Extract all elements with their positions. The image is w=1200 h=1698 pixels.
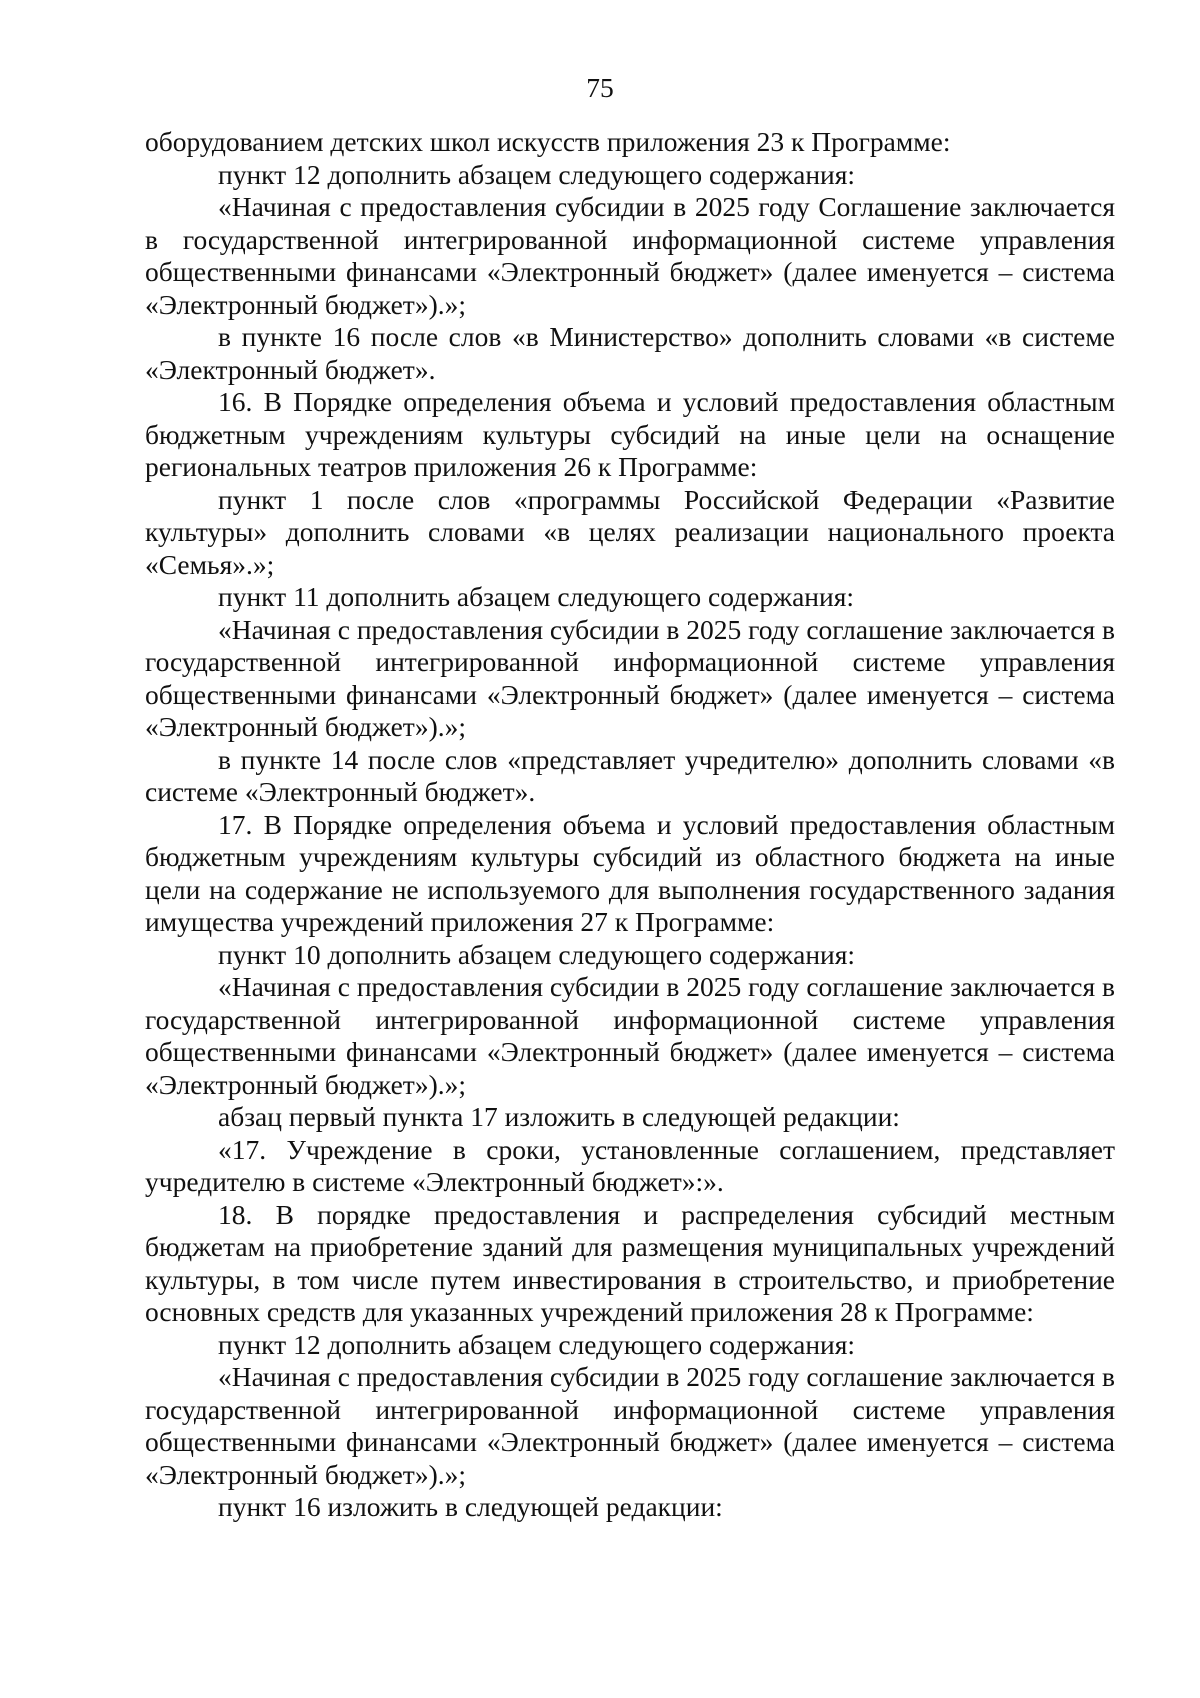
- paragraph: абзац первый пункта 17 изложить в следующей редакции:: [218, 1101, 900, 1132]
- paragraph: пункт 12 дополнить абзацем следующего содержания:: [218, 158, 856, 190]
- paragraph: «Начиная с предоставления субсидии в 2025 году соглашение заключается в государственной интегрированной информационной системе управления общественными финансами «Электронный бюджет» (далее именуется – система «Электронный бюджет»).»;: [145, 1361, 1115, 1490]
- paragraph: пункт 12 дополнить абзацем следующего содержания:: [218, 1328, 856, 1360]
- document-body: [145, 126, 1115, 1524]
- paragraph: «Начиная с предоставления субсидии в 2025 году Соглашение заключается в государственной интегрированной информационной системе управления общественными финансами «Электронный бюджет» (далее именуется – система «Электронный бюджет»).»;: [145, 191, 1115, 320]
- page-number: 75: [586, 72, 614, 103]
- paragraph: оборудованием детских школ искусств приложения 23 к Программе:: [145, 126, 951, 157]
- paragraph: «Начиная с предоставления субсидии в 2025 году соглашение заключается в государственной интегрированной информационной системе управления общественными финансами «Электронный бюджет» (далее именуется – система «Электронный бюджет»).»;: [145, 971, 1115, 1100]
- paragraph: в пункте 16 после слов «в Министерство» дополнить словами «в системе «Электронный бюджет».: [145, 321, 1115, 385]
- paragraph: пункт 10 дополнить абзацем следующего содержания:: [218, 938, 856, 970]
- paragraph: 17. В Порядке определения объема и условий предоставления областным бюджетным учреждениям культуры субсидий из областного бюджета на иные цели на содержание не используемого для выполнения государственного задания имущества учреждений приложения 27 к Программе:: [145, 808, 1115, 937]
- paragraph: пункт 16 изложить в следующей редакции:: [218, 1491, 723, 1522]
- paragraph: «Начиная с предоставления субсидии в 2025 году соглашение заключается в государственной интегрированной информационной системе управления общественными финансами «Электронный бюджет» (далее именуется – система «Электронный бюджет»).»;: [145, 613, 1115, 742]
- paragraph: 16. В Порядке определения объема и условий предоставления областным бюджетным учреждениям культуры субсидий на иные цели на оснащение региональных театров приложения 26 к Программе:: [145, 386, 1115, 482]
- paragraph: в пункте 14 после слов «представляет учредителю» дополнить словами «в системе «Электронный бюджет».: [145, 743, 1115, 807]
- paragraph: «17. Учреждение в сроки, установленные соглашением, представляет учредителю в системе «Электронный бюджет»:».: [145, 1133, 1115, 1197]
- paragraph: пункт 11 дополнить абзацем следующего содержания:: [218, 581, 855, 612]
- paragraph: пункт 1 после слов «программы Российской Федерации «Развитие культуры» дополнить словами «в целях реализации национального проекта «Семья».»;: [145, 483, 1115, 580]
- paragraph: 18. В порядке предоставления и распределения субсидий местным бюджетам на приобретение зданий для размещения муниципальных учреждений культуры, в том числе путем инвестирования в строительство, и приобретение основных средств для указанных учреждений приложения 28 к Программе:: [145, 1198, 1115, 1327]
